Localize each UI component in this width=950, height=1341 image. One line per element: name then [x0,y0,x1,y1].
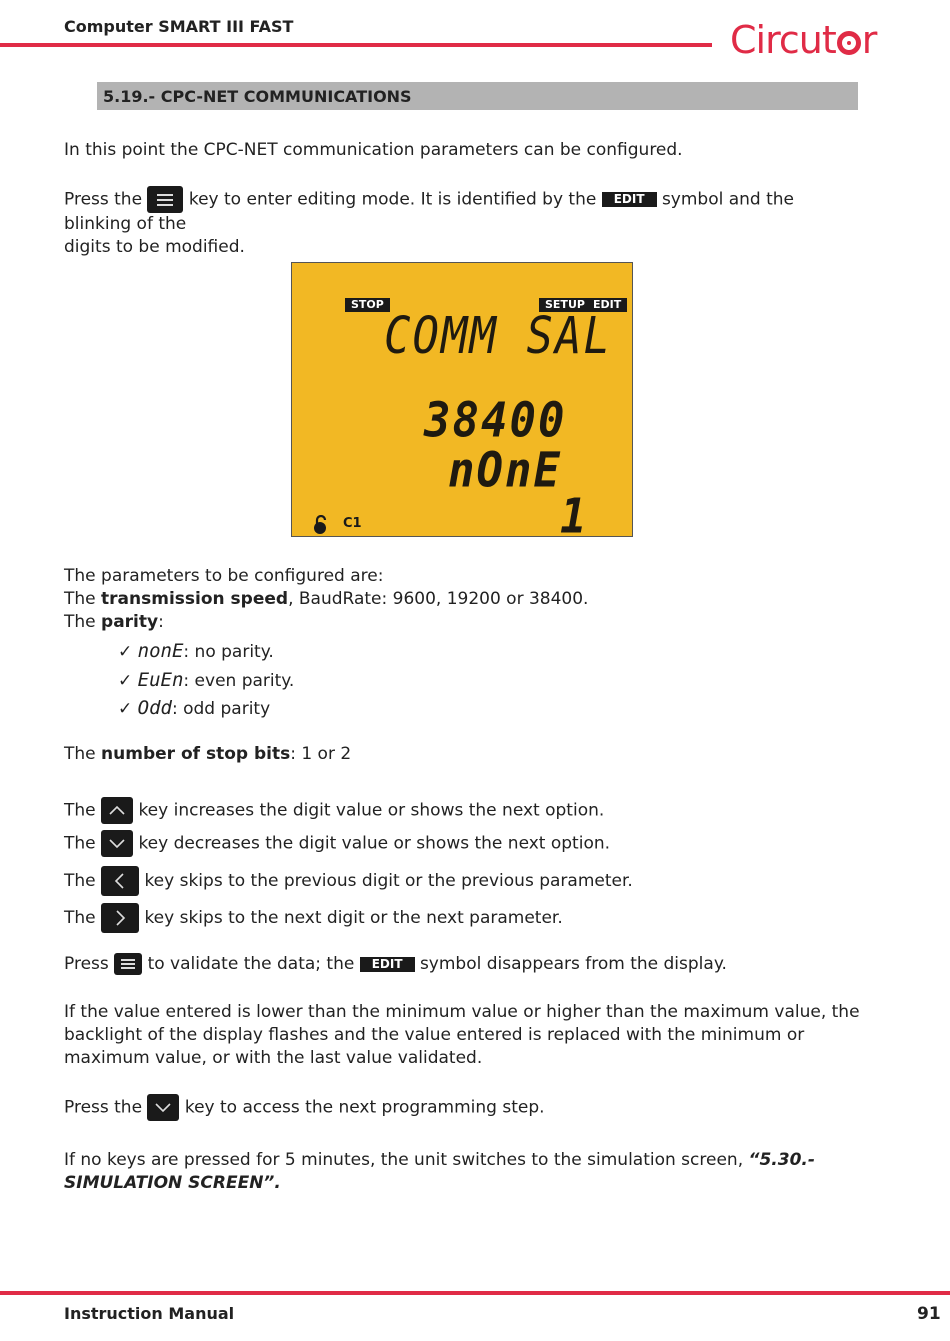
key-line-prefix: The [64,833,96,854]
speed-post: , BaudRate: 9600, 19200 or 38400. [288,589,589,609]
stop-post: : 1 or 2 [290,744,352,764]
key-line-prefix: The [64,871,96,891]
speed-bold: transmission speed [101,589,289,609]
key-down-line [64,830,860,857]
key-up-line [64,797,860,824]
parity-post: : [158,612,164,632]
parity-option [118,640,274,662]
menu-key-icon [114,953,142,975]
footer-rule [0,1291,950,1295]
lcd-edit-tag: EDIT [587,298,627,312]
next-step-text-b: key to access the next programming step. [184,1097,545,1118]
parity-option-code: EuEn [137,669,184,691]
timeout-text: If no keys are pressed for 5 minutes, the unit switches to the simulation screen, [64,1150,744,1170]
key-left-text: key skips to the previous digit or the previous parameter. [144,871,633,891]
parity-option [118,669,294,691]
unlock-icon [312,515,326,529]
page-number: 91 [917,1304,941,1324]
check-icon: ✓ [118,671,133,691]
intro-paragraph: In this point the CPC-NET communication parameters can be configured. [64,140,683,160]
lcd-setup-tag: SETUP [539,298,591,312]
next-step-paragraph [64,1094,860,1121]
header-rule [0,43,712,47]
edit-mode-paragraph [64,186,860,259]
edit-text-a: Press the [64,189,143,210]
params-stop-bits [64,743,860,766]
down-key-icon [101,830,133,857]
params-intro: The parameters to be configured are: [64,566,384,586]
parity-bold: parity [101,612,159,632]
key-down-text: key decreases the digit value or shows the next option. [138,833,611,854]
simulation-screen-reference: “5.30.- SIMULATION SCREEN”. [64,1150,815,1193]
logo-text-a: Circut [730,18,836,62]
validate-paragraph [64,953,860,976]
edit-badge: EDIT [360,957,415,972]
left-key-icon [101,866,139,896]
footer-title: Instruction Manual [64,1304,235,1323]
key-up-text: key increases the digit value or shows the next option. [138,800,605,821]
next-step-text-a: Press the [64,1097,143,1118]
validate-text-a: Press [64,954,109,974]
parity-option-text: : even parity. [183,671,295,691]
limits-paragraph: If the value entered is lower than the minimum value or higher than the maximum value, the backlight of the display flashes and the value entered is replaced with the minimum or maximum value, or with the last value validated. [64,1002,860,1068]
parity-option-text: : no parity. [183,642,274,662]
logo-text-b: r [861,18,877,62]
lcd-channel: C1 [343,516,362,531]
lcd-line-3: nOnE [448,442,562,499]
key-right-line [64,903,860,933]
parity-option-code: nonE [137,640,184,662]
menu-key-icon [147,186,183,213]
parity-pre: The [64,612,96,632]
validate-text-b: to validate the data; the [147,954,355,974]
lcd-stop-tag: STOP [345,298,390,312]
params-speed [64,588,860,611]
speed-pre: The [64,589,96,609]
down-key-icon [147,1094,179,1121]
lcd-line-1: COMM SAL [384,307,612,366]
lcd-display [291,262,633,545]
timeout-paragraph [64,1149,860,1195]
lcd-line-2: 38400 [424,392,567,449]
check-icon: ✓ [118,699,133,719]
lcd-line-4: 1 [560,488,589,545]
validate-text-c: symbol disappears from the display. [419,954,727,974]
document-header-title: Computer SMART III FAST [64,17,294,36]
parity-option-code: Odd [137,697,172,719]
key-left-line [64,866,860,896]
params-parity [64,611,860,634]
section-title: 5.19.- CPC-NET COMMUNICATIONS [103,87,412,106]
key-line-prefix: The [64,800,96,821]
edit-text-d: digits to be modified. [64,237,245,257]
right-key-icon [101,903,139,933]
edit-badge: EDIT [602,192,657,207]
up-key-icon [101,797,133,824]
key-right-text: key skips to the next digit or the next parameter. [144,908,563,928]
edit-text-c: symbol and the blinking of the [64,189,795,234]
edit-text-b: key to enter editing mode. It is identified by the [188,189,597,210]
check-icon: ✓ [118,642,133,662]
parity-option [118,697,270,719]
stop-bold: number of stop bits [101,744,291,764]
key-line-prefix: The [64,908,96,928]
circutor-logo [730,18,876,62]
logo-ring-icon [837,31,861,55]
stop-pre: The [64,744,96,764]
parity-option-text: : odd parity [171,699,271,719]
